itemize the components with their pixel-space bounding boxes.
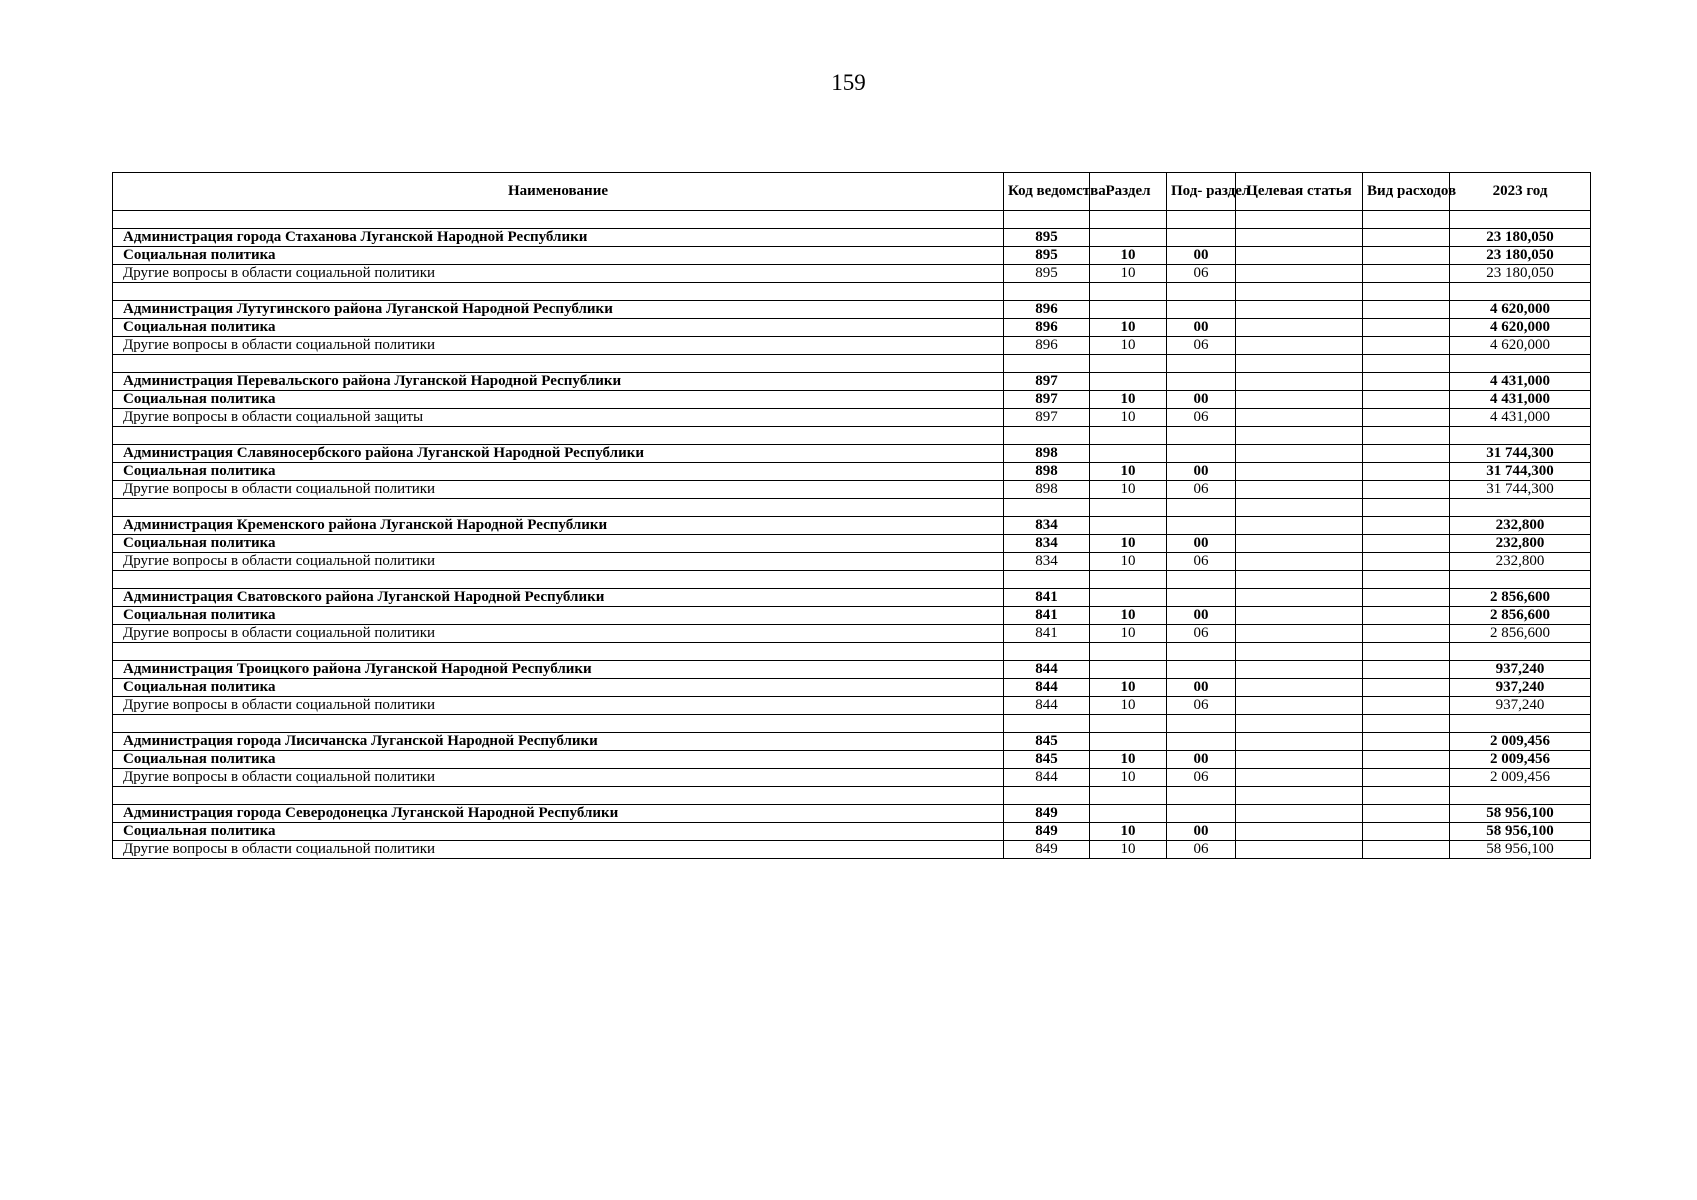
cell-sum: 4 620,000 [1450, 337, 1591, 355]
spacer-row [113, 499, 1591, 517]
empty-cell [113, 211, 1004, 229]
empty-cell [1090, 499, 1167, 517]
cell-razdel: 10 [1090, 769, 1167, 787]
header-podrazdel: Под- раздел [1167, 173, 1236, 211]
cell-podrazdel [1167, 373, 1236, 391]
cell-podrazdel [1167, 229, 1236, 247]
cell-kod: 849 [1004, 805, 1090, 823]
empty-cell [1236, 787, 1363, 805]
cell-vid [1363, 679, 1450, 697]
cell-vid [1363, 661, 1450, 679]
empty-cell [1450, 715, 1591, 733]
table-row [113, 589, 1591, 607]
cell-name: Администрация города Лисичанска Луганской Народной Республики [113, 733, 1004, 751]
empty-cell [1363, 499, 1450, 517]
empty-cell [1090, 787, 1167, 805]
cell-name: Социальная политика [113, 823, 1004, 841]
cell-razdel [1090, 373, 1167, 391]
cell-razdel: 10 [1090, 679, 1167, 697]
cell-celevaya [1236, 697, 1363, 715]
table-row [113, 625, 1591, 643]
empty-cell [1167, 283, 1236, 301]
cell-razdel: 10 [1090, 697, 1167, 715]
table-row [113, 409, 1591, 427]
cell-podrazdel: 00 [1167, 463, 1236, 481]
cell-podrazdel [1167, 733, 1236, 751]
cell-celevaya [1236, 409, 1363, 427]
cell-celevaya [1236, 247, 1363, 265]
cell-celevaya [1236, 373, 1363, 391]
cell-name: Другие вопросы в области социальной защиты [113, 409, 1004, 427]
cell-kod: 834 [1004, 553, 1090, 571]
empty-cell [1167, 211, 1236, 229]
empty-cell [113, 787, 1004, 805]
table-body [113, 211, 1591, 859]
cell-name: Администрация Лутугинского района Луганской Народной Республики [113, 301, 1004, 319]
cell-sum: 31 744,300 [1450, 445, 1591, 463]
empty-cell [1450, 643, 1591, 661]
empty-cell [1363, 427, 1450, 445]
cell-sum: 2 009,456 [1450, 751, 1591, 769]
cell-vid [1363, 841, 1450, 859]
cell-kod: 849 [1004, 841, 1090, 859]
cell-kod: 895 [1004, 247, 1090, 265]
cell-razdel: 10 [1090, 751, 1167, 769]
empty-cell [1167, 787, 1236, 805]
empty-cell [1004, 283, 1090, 301]
cell-name: Социальная политика [113, 535, 1004, 553]
cell-podrazdel: 06 [1167, 265, 1236, 283]
header-razdel: Раздел [1090, 173, 1167, 211]
cell-celevaya [1236, 445, 1363, 463]
empty-cell [1167, 355, 1236, 373]
cell-vid [1363, 373, 1450, 391]
empty-cell [1450, 499, 1591, 517]
spacer-row [113, 787, 1591, 805]
table-row [113, 229, 1591, 247]
empty-cell [1004, 427, 1090, 445]
cell-sum: 232,800 [1450, 553, 1591, 571]
spacer-row [113, 211, 1591, 229]
empty-cell [1236, 715, 1363, 733]
empty-cell [1450, 355, 1591, 373]
header-celevaya: Целевая статья [1236, 173, 1363, 211]
cell-podrazdel: 06 [1167, 769, 1236, 787]
cell-kod: 841 [1004, 589, 1090, 607]
table-row [113, 679, 1591, 697]
table-row [113, 247, 1591, 265]
empty-cell [1167, 571, 1236, 589]
cell-podrazdel: 00 [1167, 319, 1236, 337]
cell-vid [1363, 517, 1450, 535]
cell-podrazdel: 00 [1167, 751, 1236, 769]
cell-razdel [1090, 517, 1167, 535]
table-row [113, 661, 1591, 679]
empty-cell [1363, 283, 1450, 301]
cell-razdel: 10 [1090, 553, 1167, 571]
cell-razdel: 10 [1090, 463, 1167, 481]
cell-name: Другие вопросы в области социальной политики [113, 265, 1004, 283]
empty-cell [1236, 283, 1363, 301]
empty-cell [1450, 427, 1591, 445]
table-row [113, 517, 1591, 535]
cell-podrazdel [1167, 661, 1236, 679]
cell-vid [1363, 589, 1450, 607]
cell-razdel [1090, 445, 1167, 463]
cell-celevaya [1236, 481, 1363, 499]
cell-sum: 4 620,000 [1450, 319, 1591, 337]
cell-sum: 4 431,000 [1450, 391, 1591, 409]
cell-razdel [1090, 805, 1167, 823]
cell-razdel [1090, 589, 1167, 607]
cell-podrazdel [1167, 805, 1236, 823]
empty-cell [1090, 715, 1167, 733]
cell-podrazdel: 06 [1167, 553, 1236, 571]
cell-sum: 937,240 [1450, 679, 1591, 697]
spacer-row [113, 715, 1591, 733]
cell-celevaya [1236, 229, 1363, 247]
cell-name: Другие вопросы в области социальной политики [113, 553, 1004, 571]
cell-razdel: 10 [1090, 535, 1167, 553]
cell-razdel: 10 [1090, 265, 1167, 283]
cell-vid [1363, 445, 1450, 463]
cell-celevaya [1236, 391, 1363, 409]
empty-cell [113, 355, 1004, 373]
empty-cell [1363, 211, 1450, 229]
cell-name: Социальная политика [113, 751, 1004, 769]
cell-kod: 849 [1004, 823, 1090, 841]
empty-cell [1363, 715, 1450, 733]
cell-sum: 2 856,600 [1450, 625, 1591, 643]
cell-podrazdel: 06 [1167, 841, 1236, 859]
cell-podrazdel [1167, 517, 1236, 535]
cell-celevaya [1236, 607, 1363, 625]
table-row [113, 697, 1591, 715]
cell-vid [1363, 607, 1450, 625]
empty-cell [1363, 355, 1450, 373]
spacer-row [113, 355, 1591, 373]
cell-vid [1363, 229, 1450, 247]
cell-name: Другие вопросы в области социальной политики [113, 697, 1004, 715]
cell-vid [1363, 751, 1450, 769]
cell-kod: 898 [1004, 445, 1090, 463]
empty-cell [1004, 715, 1090, 733]
cell-kod: 834 [1004, 517, 1090, 535]
empty-cell [1004, 211, 1090, 229]
cell-razdel: 10 [1090, 247, 1167, 265]
cell-vid [1363, 769, 1450, 787]
cell-podrazdel: 06 [1167, 337, 1236, 355]
table-row [113, 265, 1591, 283]
cell-celevaya [1236, 265, 1363, 283]
cell-razdel [1090, 733, 1167, 751]
cell-sum: 2 009,456 [1450, 769, 1591, 787]
cell-sum: 2 009,456 [1450, 733, 1591, 751]
cell-celevaya [1236, 751, 1363, 769]
cell-sum: 58 956,100 [1450, 805, 1591, 823]
table-row [113, 841, 1591, 859]
table-row [113, 373, 1591, 391]
cell-celevaya [1236, 733, 1363, 751]
cell-podrazdel [1167, 301, 1236, 319]
cell-vid [1363, 535, 1450, 553]
cell-sum: 2 856,600 [1450, 589, 1591, 607]
cell-celevaya [1236, 589, 1363, 607]
cell-celevaya [1236, 661, 1363, 679]
cell-razdel: 10 [1090, 823, 1167, 841]
cell-kod: 845 [1004, 751, 1090, 769]
cell-name: Администрация Славяносербского района Луганской Народной Республики [113, 445, 1004, 463]
cell-name: Другие вопросы в области социальной политики [113, 625, 1004, 643]
cell-vid [1363, 553, 1450, 571]
budget-table [112, 172, 1591, 859]
empty-cell [113, 283, 1004, 301]
empty-cell [1236, 211, 1363, 229]
empty-cell [113, 571, 1004, 589]
cell-name: Администрация Троицкого района Луганской Народной Республики [113, 661, 1004, 679]
cell-celevaya [1236, 553, 1363, 571]
empty-cell [1450, 211, 1591, 229]
cell-kod: 896 [1004, 337, 1090, 355]
cell-vid [1363, 337, 1450, 355]
empty-cell [1090, 571, 1167, 589]
cell-name: Другие вопросы в области социальной политики [113, 769, 1004, 787]
cell-podrazdel [1167, 589, 1236, 607]
cell-kod: 841 [1004, 625, 1090, 643]
cell-razdel: 10 [1090, 337, 1167, 355]
cell-razdel: 10 [1090, 841, 1167, 859]
table-row [113, 805, 1591, 823]
cell-kod: 841 [1004, 607, 1090, 625]
cell-name: Социальная политика [113, 247, 1004, 265]
empty-cell [1167, 427, 1236, 445]
header-year: 2023 год [1450, 173, 1591, 211]
empty-cell [1363, 787, 1450, 805]
cell-razdel [1090, 661, 1167, 679]
table-row [113, 553, 1591, 571]
header-vid: Вид расходов [1363, 173, 1450, 211]
cell-vid [1363, 265, 1450, 283]
empty-cell [1004, 787, 1090, 805]
cell-vid [1363, 805, 1450, 823]
cell-vid [1363, 301, 1450, 319]
cell-sum: 232,800 [1450, 535, 1591, 553]
spacer-row [113, 571, 1591, 589]
cell-celevaya [1236, 625, 1363, 643]
cell-celevaya [1236, 769, 1363, 787]
cell-sum: 23 180,050 [1450, 229, 1591, 247]
cell-name: Социальная политика [113, 319, 1004, 337]
cell-celevaya [1236, 679, 1363, 697]
cell-name: Администрация города Стаханова Луганской Народной Республики [113, 229, 1004, 247]
empty-cell [113, 499, 1004, 517]
cell-razdel: 10 [1090, 481, 1167, 499]
table-row [113, 607, 1591, 625]
cell-name: Другие вопросы в области социальной политики [113, 481, 1004, 499]
empty-cell [1167, 715, 1236, 733]
cell-vid [1363, 319, 1450, 337]
cell-sum: 58 956,100 [1450, 823, 1591, 841]
table-row [113, 301, 1591, 319]
cell-celevaya [1236, 841, 1363, 859]
cell-podrazdel: 00 [1167, 391, 1236, 409]
table-row [113, 481, 1591, 499]
table-row [113, 463, 1591, 481]
cell-razdel: 10 [1090, 391, 1167, 409]
empty-cell [1236, 571, 1363, 589]
empty-cell [1167, 499, 1236, 517]
empty-cell [1450, 283, 1591, 301]
cell-vid [1363, 463, 1450, 481]
empty-cell [1090, 643, 1167, 661]
cell-razdel [1090, 301, 1167, 319]
cell-kod: 844 [1004, 697, 1090, 715]
cell-vid [1363, 697, 1450, 715]
cell-name: Другие вопросы в области социальной политики [113, 841, 1004, 859]
cell-sum: 4 620,000 [1450, 301, 1591, 319]
empty-cell [1450, 571, 1591, 589]
table-row [113, 733, 1591, 751]
cell-sum: 232,800 [1450, 517, 1591, 535]
cell-name: Администрация города Северодонецка Луганской Народной Республики [113, 805, 1004, 823]
cell-name: Социальная политика [113, 607, 1004, 625]
cell-celevaya [1236, 463, 1363, 481]
cell-podrazdel: 00 [1167, 823, 1236, 841]
cell-vid [1363, 247, 1450, 265]
header-name: Наименование [113, 173, 1004, 211]
cell-name: Другие вопросы в области социальной политики [113, 337, 1004, 355]
spacer-row [113, 643, 1591, 661]
table-row [113, 319, 1591, 337]
cell-kod: 898 [1004, 481, 1090, 499]
cell-kod: 844 [1004, 679, 1090, 697]
empty-cell [1004, 355, 1090, 373]
empty-cell [1090, 283, 1167, 301]
cell-razdel [1090, 229, 1167, 247]
empty-cell [1236, 427, 1363, 445]
page-number: 159 [831, 70, 866, 95]
cell-name: Социальная политика [113, 391, 1004, 409]
empty-cell [113, 643, 1004, 661]
empty-cell [113, 427, 1004, 445]
table-header-row [113, 173, 1591, 211]
cell-kod: 895 [1004, 265, 1090, 283]
table-row [113, 445, 1591, 463]
spacer-row [113, 427, 1591, 445]
cell-celevaya [1236, 319, 1363, 337]
empty-cell [1090, 355, 1167, 373]
cell-kod: 844 [1004, 769, 1090, 787]
cell-kod: 844 [1004, 661, 1090, 679]
cell-podrazdel: 00 [1167, 535, 1236, 553]
cell-celevaya [1236, 301, 1363, 319]
cell-name: Социальная политика [113, 679, 1004, 697]
cell-podrazdel: 00 [1167, 607, 1236, 625]
cell-kod: 845 [1004, 733, 1090, 751]
empty-cell [1004, 571, 1090, 589]
cell-razdel: 10 [1090, 319, 1167, 337]
cell-razdel: 10 [1090, 625, 1167, 643]
cell-sum: 31 744,300 [1450, 481, 1591, 499]
cell-podrazdel: 06 [1167, 481, 1236, 499]
cell-podrazdel: 00 [1167, 679, 1236, 697]
cell-sum: 31 744,300 [1450, 463, 1591, 481]
empty-cell [1236, 643, 1363, 661]
cell-celevaya [1236, 823, 1363, 841]
cell-podrazdel: 06 [1167, 409, 1236, 427]
empty-cell [1236, 355, 1363, 373]
table-row [113, 751, 1591, 769]
cell-podrazdel: 00 [1167, 247, 1236, 265]
table-row [113, 535, 1591, 553]
cell-razdel: 10 [1090, 409, 1167, 427]
cell-vid [1363, 391, 1450, 409]
empty-cell [1004, 499, 1090, 517]
cell-vid [1363, 409, 1450, 427]
empty-cell [1090, 427, 1167, 445]
spacer-row [113, 283, 1591, 301]
cell-podrazdel: 06 [1167, 625, 1236, 643]
empty-cell [1450, 787, 1591, 805]
cell-kod: 834 [1004, 535, 1090, 553]
empty-cell [1363, 643, 1450, 661]
empty-cell [1167, 643, 1236, 661]
cell-name: Администрация Кременского района Луганской Народной Республики [113, 517, 1004, 535]
cell-name: Социальная политика [113, 463, 1004, 481]
cell-kod: 897 [1004, 391, 1090, 409]
header-kod: Код ведомства [1004, 173, 1090, 211]
table-row [113, 769, 1591, 787]
cell-kod: 896 [1004, 319, 1090, 337]
cell-sum: 23 180,050 [1450, 247, 1591, 265]
cell-podrazdel: 06 [1167, 697, 1236, 715]
cell-name: Администрация Перевальского района Луганской Народной Республики [113, 373, 1004, 391]
cell-sum: 937,240 [1450, 661, 1591, 679]
cell-sum: 4 431,000 [1450, 409, 1591, 427]
cell-sum: 58 956,100 [1450, 841, 1591, 859]
empty-cell [1363, 571, 1450, 589]
cell-podrazdel [1167, 445, 1236, 463]
cell-vid [1363, 625, 1450, 643]
cell-kod: 897 [1004, 409, 1090, 427]
cell-vid [1363, 733, 1450, 751]
cell-vid [1363, 823, 1450, 841]
table-row [113, 823, 1591, 841]
cell-vid [1363, 481, 1450, 499]
cell-celevaya [1236, 535, 1363, 553]
cell-kod: 895 [1004, 229, 1090, 247]
empty-cell [113, 715, 1004, 733]
cell-celevaya [1236, 337, 1363, 355]
cell-celevaya [1236, 517, 1363, 535]
empty-cell [1004, 643, 1090, 661]
cell-kod: 898 [1004, 463, 1090, 481]
cell-kod: 896 [1004, 301, 1090, 319]
cell-sum: 23 180,050 [1450, 265, 1591, 283]
empty-cell [1236, 499, 1363, 517]
cell-razdel: 10 [1090, 607, 1167, 625]
cell-sum: 4 431,000 [1450, 373, 1591, 391]
cell-kod: 897 [1004, 373, 1090, 391]
table-row [113, 337, 1591, 355]
cell-sum: 2 856,600 [1450, 607, 1591, 625]
empty-cell [1090, 211, 1167, 229]
cell-name: Администрация Сватовского района Луганской Народной Республики [113, 589, 1004, 607]
cell-celevaya [1236, 805, 1363, 823]
cell-sum: 937,240 [1450, 697, 1591, 715]
table-row [113, 391, 1591, 409]
